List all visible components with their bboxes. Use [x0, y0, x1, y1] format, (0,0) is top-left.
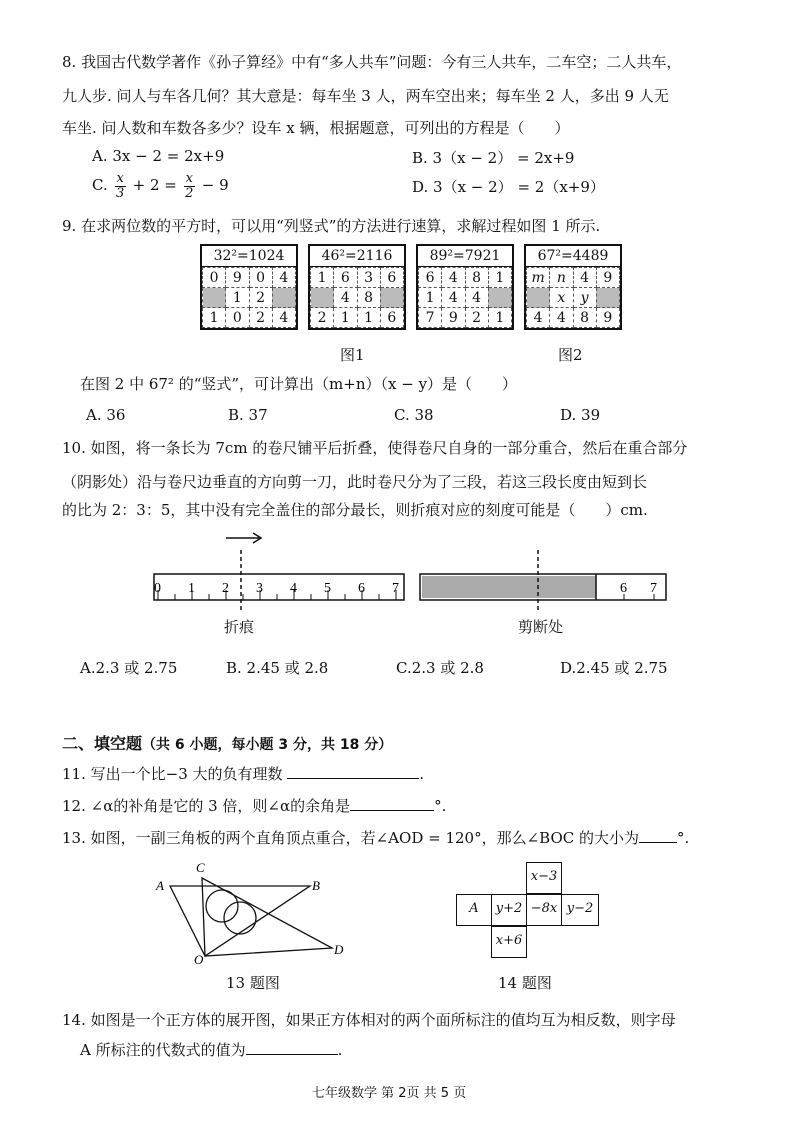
q8-line3: 车坐. 问人数和车数各多少？设车 x 辆，根据题意，可列出的方程是（ ） — [62, 119, 570, 137]
label-cut: 剪断处 — [518, 618, 564, 636]
label-o: O — [194, 952, 204, 966]
fig13-caption: 13 题图 — [226, 974, 280, 992]
ruler-tick-label: 7 — [650, 581, 657, 596]
q10-option-b: B. 2.45 或 2.8 — [226, 659, 329, 677]
shaded-region — [422, 576, 596, 598]
q10-line1: 10. 如图，将一条长为 7cm 的卷尺铺平后折叠，使得卷尺自身的一部分重合，然后在重合部分 — [62, 439, 688, 457]
net-cell: y+2 — [491, 894, 527, 926]
label-d: D — [334, 942, 344, 957]
ruler-tick-label: 5 — [324, 581, 331, 596]
q10-option-d: D.2.45 或 2.75 — [560, 659, 668, 677]
q9-intro: 9. 在求两位数的平方时，可以用“列竖式”的方法进行速算，求解过程如图 1 所示. — [62, 217, 601, 235]
ruler-tick-label: 4 — [290, 581, 297, 596]
fig1-caption: 图1 — [340, 346, 365, 364]
ruler-tick-label: 1 — [188, 581, 195, 596]
q10-line3: 的比为 2：3：5，其中没有完全盖住的部分最长，则折痕对应的刻度可能是（ ）cm. — [62, 501, 648, 519]
q9-option-b: B. 37 — [228, 406, 268, 424]
q14-line1: 14. 如图是一个正方体的展开图，如果正方体相对的两个面所标注的值均互为相反数，则字母 — [62, 1011, 676, 1029]
q13: 13. 如图，一副三角板的两个直角顶点重合，若∠AOD = 120°，那么∠BOC 的大小为 °. — [62, 829, 690, 847]
label-a: A — [156, 878, 164, 893]
grid-header: 67²=4489 — [526, 246, 620, 267]
q8-option-d: D. 3（x − 2） = 2（x+9） — [412, 178, 605, 196]
ruler-tick-label: 6 — [620, 581, 627, 596]
q8-line2: 九人步. 问人与车各几何？其大意是：每车坐 3 人，两车空出来；每车坐 2 人，多出 9 人无 — [62, 87, 669, 105]
q10-ruler-figure — [140, 528, 680, 638]
net-cell: y−2 — [561, 894, 599, 926]
q14-line2: A 所标注的代数式的值为 . — [80, 1041, 343, 1059]
grid-header: 89²=7921 — [418, 246, 512, 267]
q9-grid-4: 67²=4489 m n 4 9 x y 4 4 8 9 — [524, 244, 622, 330]
q8-option-c: C. $\frac{x}{3}$ + 2 = $\frac{x}{2}$ − 9 — [92, 170, 229, 201]
q9-question: 在图 2 中 67² 的“竖式”，可计算出（m+n）（x − y）是（ ） — [80, 375, 518, 393]
fig13-diagram — [150, 856, 350, 966]
triangle-1 — [170, 886, 310, 956]
net-cell: −8x — [526, 894, 562, 926]
net-cell: x+6 — [491, 926, 527, 958]
grid-header: 46²=2116 — [310, 246, 404, 267]
q8-line1: 8. 我国古代数学著作《孙子算经》中有“多人共车”问题：今有三人共车，二车空；二人共车， — [62, 53, 682, 71]
q9-grid-1: 32²=1024 0 9 0 4 1 2 1 0 2 4 — [200, 244, 298, 330]
q11: 11. 写出一个比−3 大的负有理数 . — [62, 765, 425, 783]
q9-option-d: D. 39 — [560, 406, 601, 424]
section2-title: 二、填空题（共 6 小题，每小题 3 分，共 18 分） — [62, 734, 393, 753]
label-fold: 折痕 — [224, 618, 255, 636]
fig2-caption: 图2 — [558, 346, 583, 364]
ruler-tick-label: 6 — [358, 581, 365, 596]
page-footer: 七年级数学 第 2页 共 5 页 — [312, 1086, 467, 1101]
q9-option-c: C. 38 — [394, 406, 434, 424]
label-c: C — [196, 860, 205, 875]
grid-header: 32²=1024 — [202, 246, 296, 267]
q8-option-a: A. 3x − 2 = 2x+9 — [92, 147, 225, 165]
ruler-tick-label: 3 — [256, 581, 263, 596]
q10-option-a: A.2.3 或 2.75 — [80, 659, 178, 677]
q9-grid-2: 46²=2116 1 6 3 6 4 8 2 1 1 6 — [308, 244, 406, 330]
ruler-tick-label: 0 — [154, 581, 161, 596]
fig14-caption: 14 题图 — [498, 974, 552, 992]
net-cell: A — [456, 894, 492, 926]
ruler-tick-label: 7 — [392, 581, 399, 596]
net-cell: x−3 — [526, 862, 562, 894]
q10-option-c: C.2.3 或 2.8 — [396, 659, 484, 677]
q9-option-a: A. 36 — [86, 406, 126, 424]
q10-line2: （阴影处）沿与卷尺边垂直的方向剪一刀，此时卷尺分为了三段，若这三段长度由短到长 — [62, 473, 648, 491]
q8-option-b: B. 3（x − 2） = 2x+9 — [412, 149, 575, 167]
q9-grid-3: 89²=7921 6 4 8 1 1 4 4 7 9 2 1 — [416, 244, 514, 330]
label-b: B — [312, 878, 320, 893]
ruler-tick-label: 2 — [222, 581, 229, 596]
q12: 12. ∠α的补角是它的 3 倍，则∠α的余角是 °. — [62, 797, 447, 815]
